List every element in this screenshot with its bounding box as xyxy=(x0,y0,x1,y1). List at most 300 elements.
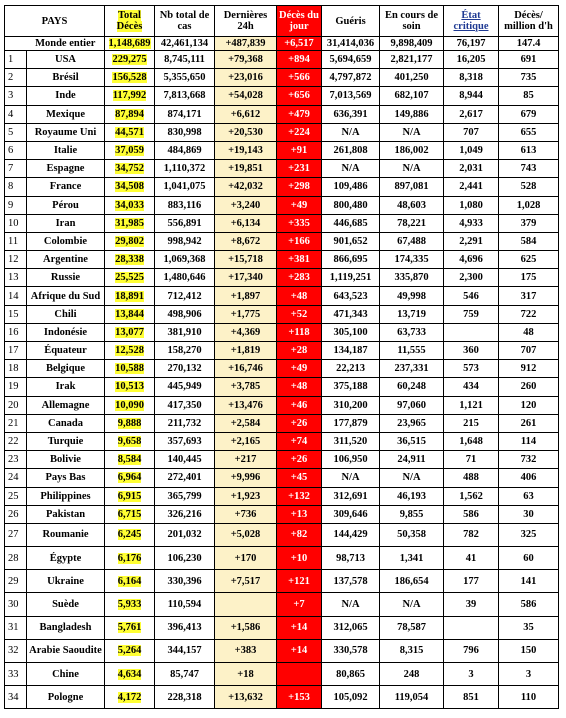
country-cell: Irak xyxy=(27,378,105,396)
critical-cell: 360 xyxy=(444,342,499,360)
rank-cell: 32 xyxy=(5,639,27,662)
deaths-per-million-cell: 406 xyxy=(499,469,559,487)
total-deaths-value: 9,888 xyxy=(117,417,142,429)
deaths-per-million-cell: 175 xyxy=(499,269,559,287)
active-cases-cell: 174,335 xyxy=(380,251,444,269)
recovered-cell: 137,578 xyxy=(322,570,380,593)
new-deaths-cell: +49 xyxy=(277,196,322,214)
recovered-cell: N/A xyxy=(322,123,380,141)
total-deaths-value: 9,658 xyxy=(117,436,142,448)
total-deaths-value: 5,933 xyxy=(117,599,142,611)
table-row xyxy=(5,593,559,616)
deaths-per-million-cell: 1,028 xyxy=(499,196,559,214)
total-cases-cell: 1,041,075 xyxy=(155,178,215,196)
critical-cell: 76,197 xyxy=(444,37,499,51)
country-cell: Mexique xyxy=(27,105,105,123)
active-cases-cell: 9,898,409 xyxy=(380,37,444,51)
new-deaths-cell: +479 xyxy=(277,105,322,123)
total-cases-cell: 110,594 xyxy=(155,593,215,616)
total-cases-cell: 140,445 xyxy=(155,451,215,469)
country-cell: Afrique du Sud xyxy=(27,287,105,305)
table-row xyxy=(5,87,559,105)
new-deaths-cell: +132 xyxy=(277,487,322,505)
new-cases-cell: +54,028 xyxy=(215,87,277,105)
total-cases-cell: 998,942 xyxy=(155,232,215,250)
recovered-cell: 901,652 xyxy=(322,232,380,250)
total-deaths-cell xyxy=(105,269,155,287)
total-deaths-value: 37,059 xyxy=(115,145,144,157)
total-deaths-cell xyxy=(105,37,155,51)
active-cases-cell: 78,221 xyxy=(380,214,444,232)
table-row xyxy=(5,686,559,709)
total-cases-cell: 272,401 xyxy=(155,469,215,487)
deaths-per-million-cell: 261 xyxy=(499,414,559,432)
critical-cell: 1,648 xyxy=(444,432,499,450)
active-cases-cell: 97,060 xyxy=(380,396,444,414)
recovered-cell: 446,685 xyxy=(322,214,380,232)
critical-cell: 2,441 xyxy=(444,178,499,196)
header-total-deces xyxy=(105,6,155,37)
deaths-per-million-cell: 584 xyxy=(499,232,559,250)
rank-cell: 6 xyxy=(5,141,27,159)
country-cell: Canada xyxy=(27,414,105,432)
rank-cell: 23 xyxy=(5,451,27,469)
new-cases-cell: +2,165 xyxy=(215,432,277,450)
new-deaths-cell: +82 xyxy=(277,523,322,546)
deaths-per-million-cell: 735 xyxy=(499,69,559,87)
deaths-per-million-cell: 147.4 xyxy=(499,37,559,51)
total-deaths-cell xyxy=(105,69,155,87)
critical-cell: 488 xyxy=(444,469,499,487)
recovered-cell: 105,092 xyxy=(322,686,380,709)
new-deaths-cell xyxy=(277,663,322,686)
total-cases-cell: 381,910 xyxy=(155,323,215,341)
new-deaths-cell: +28 xyxy=(277,342,322,360)
critical-cell: 177 xyxy=(444,570,499,593)
table-row xyxy=(5,570,559,593)
total-deaths-value: 156,528 xyxy=(112,72,147,84)
total-cases-cell: 498,906 xyxy=(155,305,215,323)
active-cases-cell: 49,998 xyxy=(380,287,444,305)
total-deaths-value: 87,894 xyxy=(115,108,144,120)
total-cases-cell: 5,355,650 xyxy=(155,69,215,87)
new-deaths-cell: +335 xyxy=(277,214,322,232)
table-row xyxy=(5,69,559,87)
total-deaths-cell xyxy=(105,414,155,432)
new-cases-cell: +79,368 xyxy=(215,51,277,69)
active-cases-cell: 186,002 xyxy=(380,141,444,159)
total-deaths-value: 10,513 xyxy=(115,381,144,393)
table-row xyxy=(5,287,559,305)
active-cases-cell: 186,654 xyxy=(380,570,444,593)
table-row xyxy=(5,414,559,432)
new-deaths-cell: +6,517 xyxy=(277,37,322,51)
new-deaths-cell: +45 xyxy=(277,469,322,487)
deaths-per-million-cell: 30 xyxy=(499,505,559,523)
recovered-cell: 4,797,872 xyxy=(322,69,380,87)
total-cases-cell: 7,813,668 xyxy=(155,87,215,105)
rank-cell: 22 xyxy=(5,432,27,450)
new-cases-cell: +1,923 xyxy=(215,487,277,505)
total-deaths-cell xyxy=(105,451,155,469)
recovered-cell: 261,808 xyxy=(322,141,380,159)
rank-cell: 5 xyxy=(5,123,27,141)
country-cell: Espagne xyxy=(27,160,105,178)
header-nb-total-cas: Nb total de cas xyxy=(155,6,215,37)
recovered-cell: N/A xyxy=(322,469,380,487)
total-deaths-value: 5,761 xyxy=(117,622,142,634)
total-cases-cell: 883,116 xyxy=(155,196,215,214)
deaths-per-million-cell: 679 xyxy=(499,105,559,123)
country-cell: Colombie xyxy=(27,232,105,250)
new-deaths-cell: +74 xyxy=(277,432,322,450)
deaths-per-million-cell: 613 xyxy=(499,141,559,159)
new-cases-cell: +23,016 xyxy=(215,69,277,87)
new-cases-cell: +13,632 xyxy=(215,686,277,709)
new-deaths-cell: +153 xyxy=(277,686,322,709)
total-cases-cell: 357,693 xyxy=(155,432,215,450)
critical-cell: 71 xyxy=(444,451,499,469)
header-gueris: Guéris xyxy=(322,6,380,37)
active-cases-cell: 2,821,177 xyxy=(380,51,444,69)
total-deaths-value: 10,090 xyxy=(115,399,144,411)
recovered-cell: 1,119,251 xyxy=(322,269,380,287)
new-deaths-cell: +49 xyxy=(277,360,322,378)
recovered-cell: 305,100 xyxy=(322,323,380,341)
critical-cell: 1,080 xyxy=(444,196,499,214)
recovered-cell: 311,520 xyxy=(322,432,380,450)
new-cases-cell: +1,586 xyxy=(215,616,277,639)
active-cases-cell: 50,358 xyxy=(380,523,444,546)
new-cases-cell: +16,746 xyxy=(215,360,277,378)
recovered-cell: 643,523 xyxy=(322,287,380,305)
new-cases-cell: +6,134 xyxy=(215,214,277,232)
rank-cell: 11 xyxy=(5,232,27,250)
recovered-cell: 471,343 xyxy=(322,305,380,323)
total-deaths-cell xyxy=(105,178,155,196)
country-cell: Argentine xyxy=(27,251,105,269)
country-cell: Inde xyxy=(27,87,105,105)
deaths-per-million-cell: 379 xyxy=(499,214,559,232)
new-cases-cell: +4,369 xyxy=(215,323,277,341)
recovered-cell: 866,695 xyxy=(322,251,380,269)
rank-cell: 1 xyxy=(5,51,27,69)
active-cases-cell: 237,331 xyxy=(380,360,444,378)
recovered-cell: 312,065 xyxy=(322,616,380,639)
total-cases-cell: 270,132 xyxy=(155,360,215,378)
new-cases-cell: +736 xyxy=(215,505,277,523)
new-cases-cell xyxy=(215,593,277,616)
total-deaths-cell xyxy=(105,663,155,686)
total-deaths-value: 44,571 xyxy=(115,126,144,138)
table-row xyxy=(5,305,559,323)
country-cell: Belgique xyxy=(27,360,105,378)
total-deaths-cell xyxy=(105,323,155,341)
new-cases-cell: +42,032 xyxy=(215,178,277,196)
table-row xyxy=(5,451,559,469)
active-cases-cell: 248 xyxy=(380,663,444,686)
header-etat-critique xyxy=(444,6,499,37)
new-deaths-cell: +14 xyxy=(277,616,322,639)
country-cell: Ukraine xyxy=(27,570,105,593)
total-deaths-cell xyxy=(105,160,155,178)
table-row-world xyxy=(5,37,559,51)
critical-cell: 2,031 xyxy=(444,160,499,178)
active-cases-cell: 149,886 xyxy=(380,105,444,123)
total-deaths-cell xyxy=(105,570,155,593)
recovered-cell: 109,486 xyxy=(322,178,380,196)
critical-cell: 41 xyxy=(444,547,499,570)
table-row xyxy=(5,160,559,178)
total-cases-cell: 8,745,111 xyxy=(155,51,215,69)
total-deaths-cell xyxy=(105,432,155,450)
new-cases-cell: +3,785 xyxy=(215,378,277,396)
total-deaths-value: 12,528 xyxy=(115,345,144,357)
deaths-per-million-cell: 707 xyxy=(499,342,559,360)
critical-cell: 8,944 xyxy=(444,87,499,105)
rank-cell: 16 xyxy=(5,323,27,341)
total-deaths-cell xyxy=(105,232,155,250)
critical-cell: 1,562 xyxy=(444,487,499,505)
active-cases-cell: 1,341 xyxy=(380,547,444,570)
critical-cell: 4,696 xyxy=(444,251,499,269)
active-cases-cell: 36,515 xyxy=(380,432,444,450)
new-cases-cell: +19,143 xyxy=(215,141,277,159)
new-deaths-cell: +121 xyxy=(277,570,322,593)
total-deaths-cell xyxy=(105,505,155,523)
total-cases-cell: 42,461,134 xyxy=(155,37,215,51)
total-deaths-cell xyxy=(105,378,155,396)
total-cases-cell: 417,350 xyxy=(155,396,215,414)
country-cell: Bolivie xyxy=(27,451,105,469)
total-cases-cell: 484,869 xyxy=(155,141,215,159)
total-deaths-cell xyxy=(105,523,155,546)
new-deaths-cell: +46 xyxy=(277,396,322,414)
critical-cell: 434 xyxy=(444,378,499,396)
deaths-per-million-cell: 114 xyxy=(499,432,559,450)
total-deaths-cell xyxy=(105,196,155,214)
country-cell: Monde entier xyxy=(27,37,105,51)
deaths-per-million-cell: 625 xyxy=(499,251,559,269)
rank-cell: 21 xyxy=(5,414,27,432)
table-row xyxy=(5,51,559,69)
covid-table-container xyxy=(4,5,559,709)
table-row xyxy=(5,639,559,662)
total-deaths-cell xyxy=(105,141,155,159)
active-cases-cell: 401,250 xyxy=(380,69,444,87)
new-deaths-cell: +10 xyxy=(277,547,322,570)
total-cases-cell: 1,480,646 xyxy=(155,269,215,287)
critical-cell: 851 xyxy=(444,686,499,709)
table-row xyxy=(5,342,559,360)
recovered-cell: 144,429 xyxy=(322,523,380,546)
deaths-per-million-cell: 317 xyxy=(499,287,559,305)
total-deaths-cell xyxy=(105,214,155,232)
deaths-per-million-cell: 691 xyxy=(499,51,559,69)
total-deaths-value: 31,985 xyxy=(115,217,144,229)
deaths-per-million-cell: 60 xyxy=(499,547,559,570)
new-deaths-cell: +894 xyxy=(277,51,322,69)
new-cases-cell: +217 xyxy=(215,451,277,469)
recovered-cell: 330,578 xyxy=(322,639,380,662)
new-cases-cell: +2,584 xyxy=(215,414,277,432)
critical-cell: 1,121 xyxy=(444,396,499,414)
header-deces-du-jour: Décès du jour xyxy=(277,6,322,37)
rank-cell: 29 xyxy=(5,570,27,593)
total-cases-cell: 365,799 xyxy=(155,487,215,505)
total-deaths-cell xyxy=(105,396,155,414)
total-cases-cell: 874,171 xyxy=(155,105,215,123)
total-deaths-cell xyxy=(105,305,155,323)
active-cases-cell: N/A xyxy=(380,160,444,178)
country-cell: Indonésie xyxy=(27,323,105,341)
total-cases-cell: 830,998 xyxy=(155,123,215,141)
total-cases-cell: 201,032 xyxy=(155,523,215,546)
total-cases-cell: 158,270 xyxy=(155,342,215,360)
critical-cell: 4,933 xyxy=(444,214,499,232)
critical-cell: 546 xyxy=(444,287,499,305)
recovered-cell: 134,187 xyxy=(322,342,380,360)
critical-cell: 2,300 xyxy=(444,269,499,287)
active-cases-cell: 46,193 xyxy=(380,487,444,505)
country-cell: Pays Bas xyxy=(27,469,105,487)
new-cases-cell: +20,530 xyxy=(215,123,277,141)
new-deaths-cell: +26 xyxy=(277,451,322,469)
new-deaths-cell: +118 xyxy=(277,323,322,341)
country-cell: Bangladesh xyxy=(27,616,105,639)
country-cell: Allemagne xyxy=(27,396,105,414)
deaths-per-million-cell: 743 xyxy=(499,160,559,178)
recovered-cell: 310,200 xyxy=(322,396,380,414)
total-deaths-value: 117,992 xyxy=(112,90,147,102)
total-cases-cell: 211,732 xyxy=(155,414,215,432)
rank-cell: 7 xyxy=(5,160,27,178)
total-deaths-value: 34,033 xyxy=(115,199,144,211)
table-body xyxy=(5,37,559,709)
country-cell: Royaume Uni xyxy=(27,123,105,141)
header-dernieres-24h: Dernières 24h xyxy=(215,6,277,37)
total-deaths-cell xyxy=(105,123,155,141)
critical-cell: 1,049 xyxy=(444,141,499,159)
new-deaths-cell: +14 xyxy=(277,639,322,662)
active-cases-cell: 78,587 xyxy=(380,616,444,639)
rank-cell: 3 xyxy=(5,87,27,105)
critical-cell: 39 xyxy=(444,593,499,616)
rank-cell: 18 xyxy=(5,360,27,378)
critical-cell: 3 xyxy=(444,663,499,686)
table-row xyxy=(5,105,559,123)
recovered-cell: 80,865 xyxy=(322,663,380,686)
table-row xyxy=(5,323,559,341)
recovered-cell: N/A xyxy=(322,160,380,178)
total-deaths-value: 6,964 xyxy=(117,472,142,484)
table-row xyxy=(5,214,559,232)
table-row xyxy=(5,616,559,639)
deaths-per-million-cell: 325 xyxy=(499,523,559,546)
country-cell: Pérou xyxy=(27,196,105,214)
total-deaths-cell xyxy=(105,593,155,616)
new-deaths-cell: +224 xyxy=(277,123,322,141)
table-row xyxy=(5,251,559,269)
recovered-cell: 636,391 xyxy=(322,105,380,123)
country-cell: Iran xyxy=(27,214,105,232)
active-cases-cell: 67,488 xyxy=(380,232,444,250)
table-row xyxy=(5,547,559,570)
deaths-per-million-cell: 655 xyxy=(499,123,559,141)
country-cell: Égypte xyxy=(27,547,105,570)
critical-cell: 586 xyxy=(444,505,499,523)
critical-cell xyxy=(444,323,499,341)
total-deaths-cell xyxy=(105,251,155,269)
deaths-per-million-cell: 528 xyxy=(499,178,559,196)
recovered-cell: 800,480 xyxy=(322,196,380,214)
total-cases-cell: 106,230 xyxy=(155,547,215,570)
new-cases-cell: +8,672 xyxy=(215,232,277,250)
new-deaths-cell: +48 xyxy=(277,287,322,305)
table-row xyxy=(5,378,559,396)
total-deaths-cell xyxy=(105,360,155,378)
deaths-per-million-cell: 732 xyxy=(499,451,559,469)
new-cases-cell: +1,819 xyxy=(215,342,277,360)
active-cases-cell: 63,733 xyxy=(380,323,444,341)
total-deaths-value: 34,508 xyxy=(115,181,144,193)
deaths-per-million-cell: 63 xyxy=(499,487,559,505)
rank-cell: 12 xyxy=(5,251,27,269)
table-row xyxy=(5,505,559,523)
total-deaths-value: 13,844 xyxy=(115,308,144,320)
deaths-per-million-cell: 85 xyxy=(499,87,559,105)
total-cases-cell: 1,110,372 xyxy=(155,160,215,178)
header-en-cours-soin: En cours de soin xyxy=(380,6,444,37)
active-cases-cell: 119,054 xyxy=(380,686,444,709)
country-cell: Italie xyxy=(27,141,105,159)
rank-cell: 10 xyxy=(5,214,27,232)
total-deaths-value: 6,164 xyxy=(117,575,142,587)
total-cases-cell: 326,216 xyxy=(155,505,215,523)
new-deaths-cell: +166 xyxy=(277,232,322,250)
total-deaths-value: 25,525 xyxy=(115,272,144,284)
country-cell: Pologne xyxy=(27,686,105,709)
rank-cell: 4 xyxy=(5,105,27,123)
active-cases-cell: 48,603 xyxy=(380,196,444,214)
new-deaths-cell: +298 xyxy=(277,178,322,196)
deaths-per-million-cell: 912 xyxy=(499,360,559,378)
deaths-per-million-cell: 48 xyxy=(499,323,559,341)
header-total-deces-label: Total Décès xyxy=(116,10,143,32)
critical-cell xyxy=(444,616,499,639)
total-deaths-value: 18,891 xyxy=(115,290,144,302)
active-cases-cell: 335,870 xyxy=(380,269,444,287)
total-deaths-value: 6,915 xyxy=(117,490,142,502)
table-row xyxy=(5,196,559,214)
country-cell: Philippines xyxy=(27,487,105,505)
new-cases-cell: +13,476 xyxy=(215,396,277,414)
total-deaths-value: 34,752 xyxy=(115,163,144,175)
active-cases-cell: N/A xyxy=(380,593,444,616)
rank-cell: 19 xyxy=(5,378,27,396)
rank-cell: 14 xyxy=(5,287,27,305)
deaths-per-million-cell: 150 xyxy=(499,639,559,662)
total-deaths-cell xyxy=(105,342,155,360)
critical-cell: 707 xyxy=(444,123,499,141)
total-deaths-cell xyxy=(105,287,155,305)
total-deaths-cell xyxy=(105,616,155,639)
total-deaths-value: 6,715 xyxy=(117,508,142,520)
new-cases-cell: +6,612 xyxy=(215,105,277,123)
critical-cell: 759 xyxy=(444,305,499,323)
active-cases-cell: N/A xyxy=(380,469,444,487)
total-cases-cell: 556,891 xyxy=(155,214,215,232)
